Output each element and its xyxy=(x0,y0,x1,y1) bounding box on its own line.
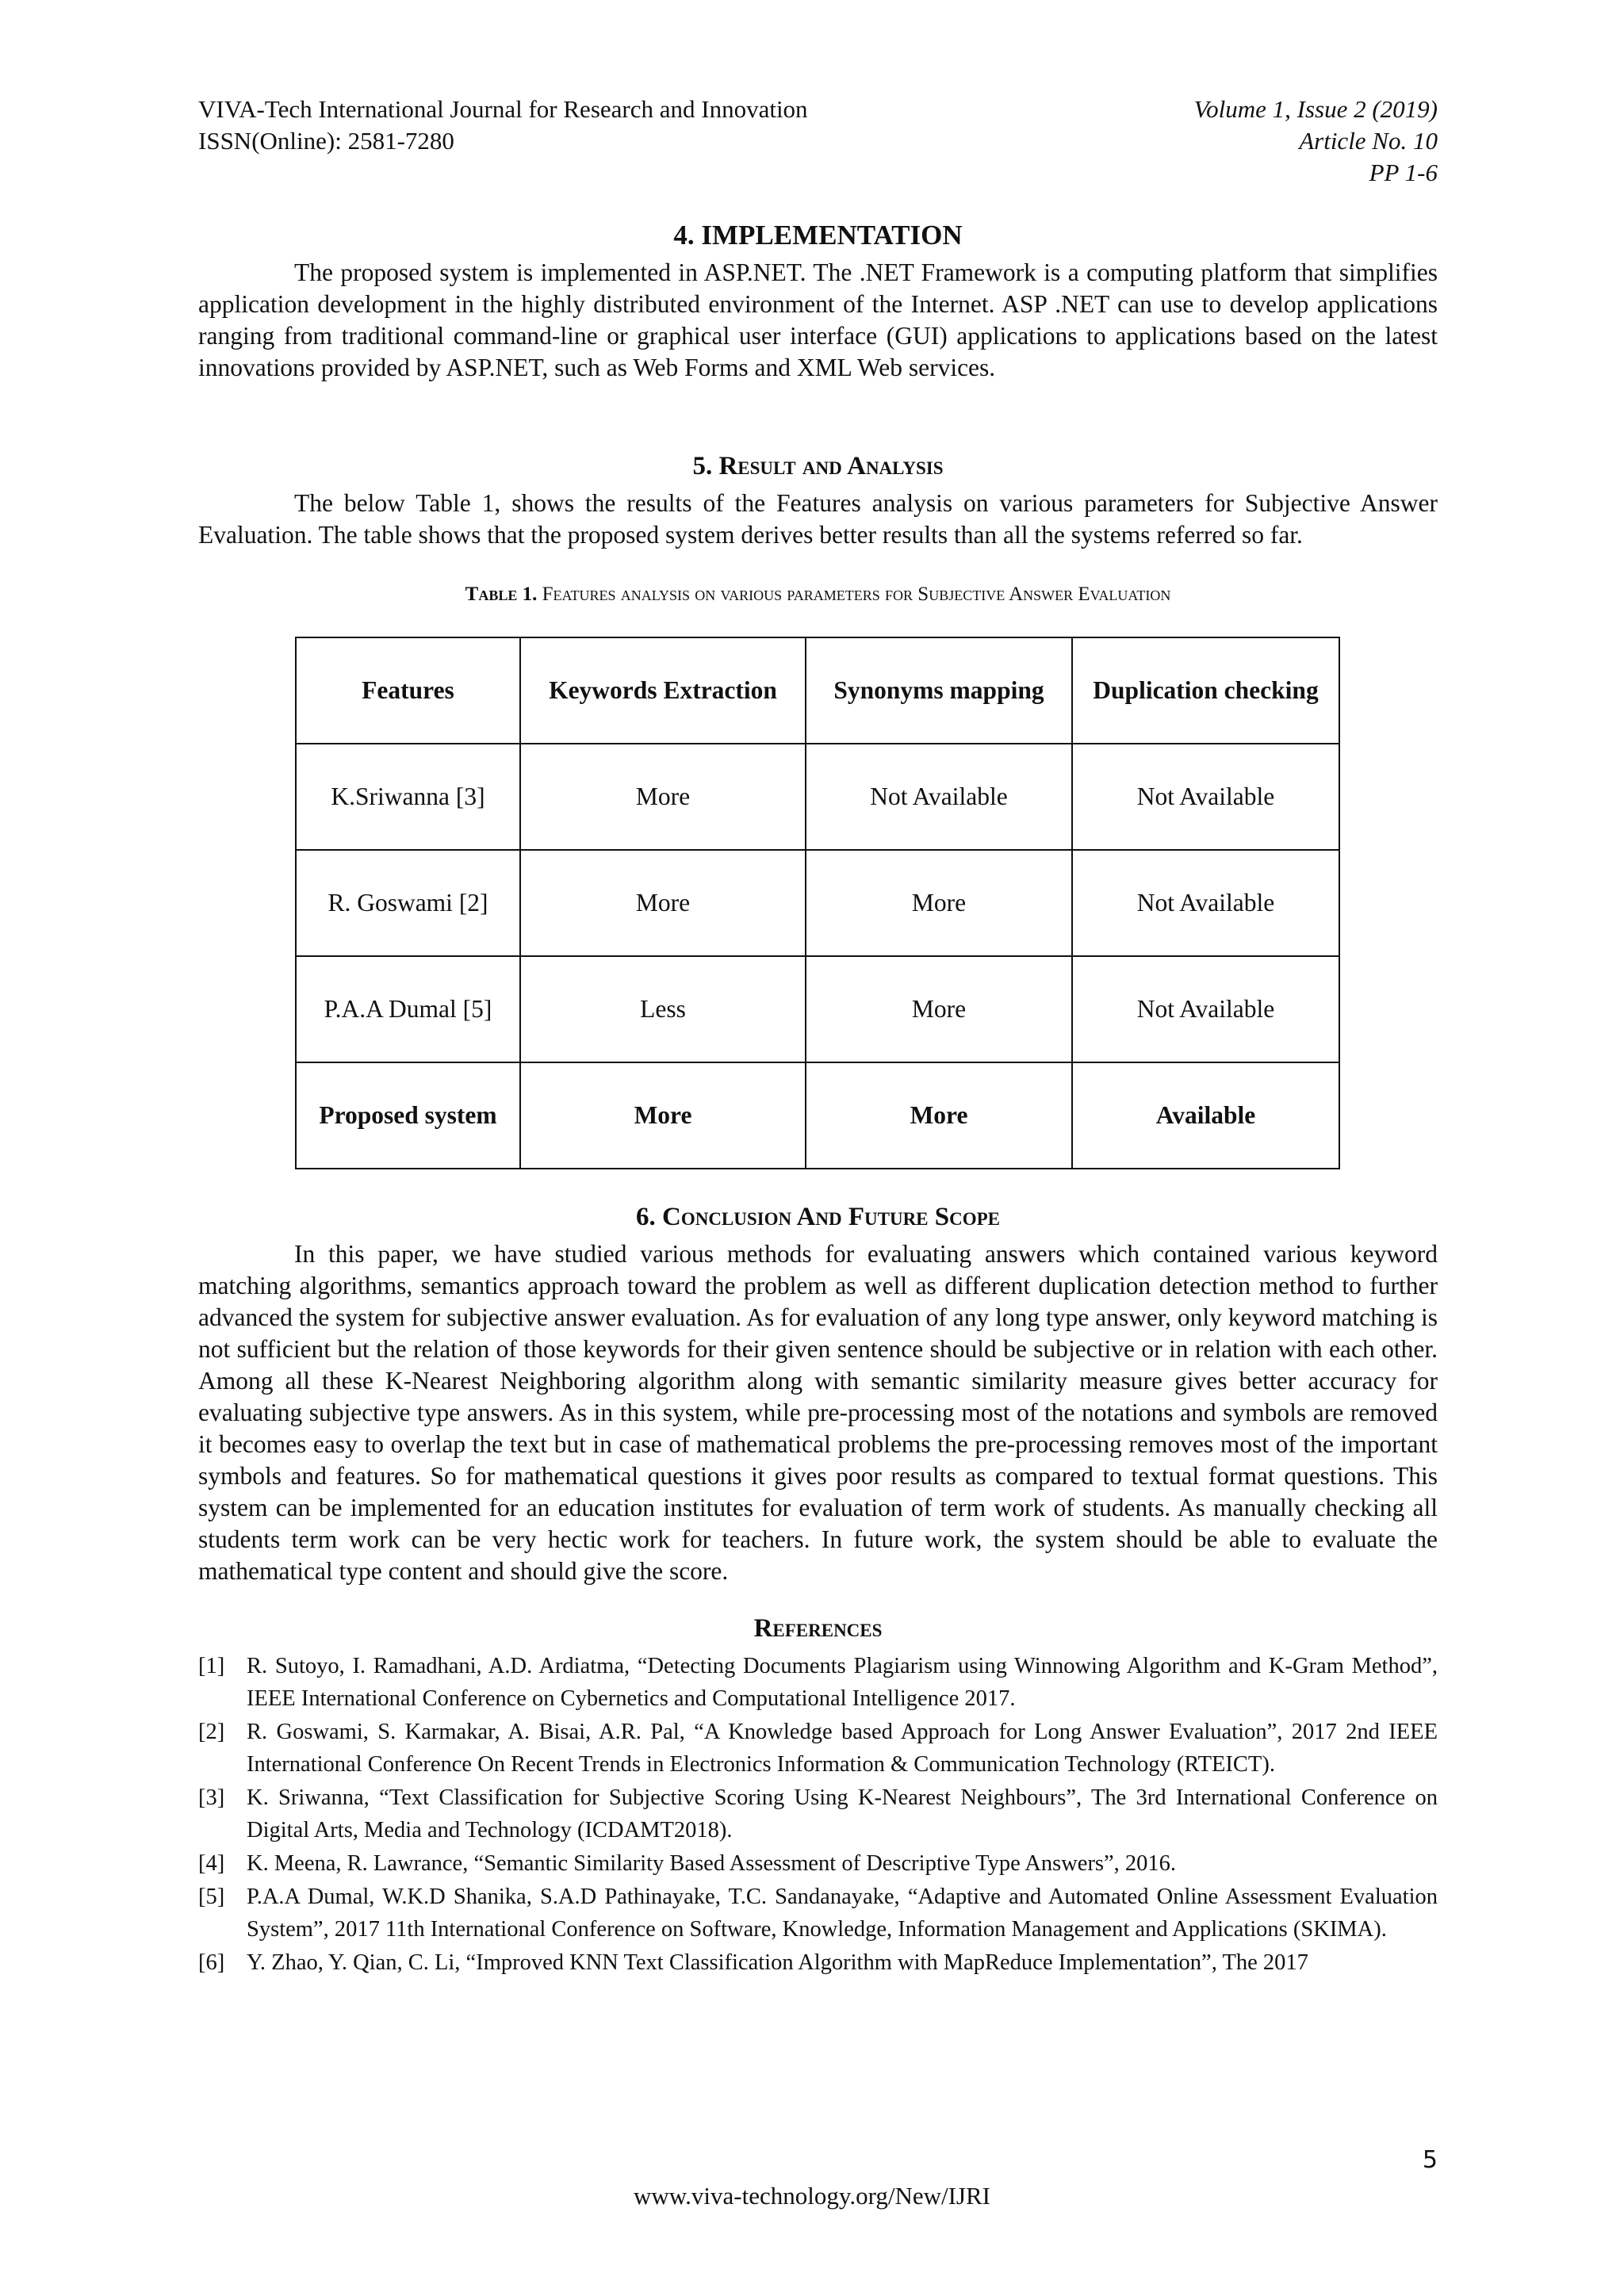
table-cell: K.Sriwanna [3] xyxy=(296,744,520,850)
table-caption-label: Table 1. xyxy=(465,584,538,605)
section-title-implementation: 4. IMPLEMENTATION xyxy=(673,220,963,251)
table-header-cell: Keywords Extraction xyxy=(520,637,806,744)
reference-number: [4] xyxy=(198,1851,225,1876)
journal-name: VIVA-Tech International Journal for Research and Innovation xyxy=(198,95,808,123)
reference-text: R. Goswami, S. Karmakar, A. Bisai, A.R. Pal, “A Knowledge based Approach for Long Answer Evaluation”, 2017 2nd IEEE International Conference On Recent Trends in Electronics Information & Communication Technology (RTEICT). xyxy=(247,1720,1438,1777)
main-content xyxy=(198,218,1438,1980)
table-row-proposed xyxy=(296,1062,1339,1169)
table-row xyxy=(296,744,1339,850)
header-left xyxy=(198,94,808,157)
reference-item xyxy=(198,1847,1438,1880)
reference-item xyxy=(198,1881,1438,1946)
table-cell: More xyxy=(806,1062,1072,1169)
table-row xyxy=(296,850,1339,956)
issn: ISSN(Online): 2581-7280 xyxy=(198,127,454,155)
reference-number: [3] xyxy=(198,1785,225,1810)
table-header-cell: Duplication checking xyxy=(1072,637,1339,744)
table-row xyxy=(296,956,1339,1062)
reference-text: P.A.A Dumal, W.K.D Shanika, S.A.D Pathinayake, T.C. Sandanayake, “Adaptive and Automated Online Assessment Evaluation System”, 2017 11th International Conference on Software, Knowledge, Information Management and Applications (SKIMA). xyxy=(247,1885,1438,1942)
table-cell: R. Goswami [2] xyxy=(296,850,520,956)
table-cell: P.A.A Dumal [5] xyxy=(296,956,520,1062)
reference-item xyxy=(198,1716,1438,1781)
volume-issue: Volume 1, Issue 2 (2019) xyxy=(1193,95,1438,123)
reference-number: [2] xyxy=(198,1720,225,1744)
reference-number: [5] xyxy=(198,1885,225,1909)
implementation-paragraph: The proposed system is implemented in ASP.NET. The .NET Framework is a computing platform that simplifies application development in the highly distributed environment of the Internet. ASP .NET can use to develop applications ranging from traditional command-line or graphical user interface (GUI) applications to applications based on the latest innovations provided by ASP.NET, such as Web Forms and XML Web services. xyxy=(198,258,1438,381)
table-cell: Not Available xyxy=(806,744,1072,850)
reference-item xyxy=(198,1650,1438,1715)
reference-item xyxy=(198,1781,1438,1846)
header-right xyxy=(1194,94,1438,189)
table-cell: Available xyxy=(1072,1062,1339,1169)
table-cell: More xyxy=(520,1062,806,1169)
table-cell: More xyxy=(806,956,1072,1062)
section-title-conclusion: 6. Conclusion And Future Scope xyxy=(635,1203,1001,1231)
reference-item xyxy=(198,1946,1438,1979)
table-caption xyxy=(198,583,1438,607)
reference-text: R. Sutoyo, I. Ramadhani, A.D. Ardiatma, “Detecting Documents Plagiarism using Winnowing Algorithm and K-Gram Method”, IEEE International Conference on Cybernetics and Computational Intelligence 2017. xyxy=(247,1654,1438,1711)
article-number: Article No. 10 xyxy=(1299,127,1438,155)
page-range: PP 1-6 xyxy=(1369,159,1438,186)
table-cell: Proposed system xyxy=(296,1062,520,1169)
table-cell: Not Available xyxy=(1072,850,1339,956)
section-title-result: 5. Result and Analysis xyxy=(692,452,944,480)
reference-number: [1] xyxy=(198,1654,225,1678)
table-header-cell: Synonyms mapping xyxy=(806,637,1072,744)
features-table xyxy=(295,637,1340,1169)
reference-list xyxy=(198,1650,1438,1979)
table-header-cell: Features xyxy=(296,637,520,744)
table-cell: Less xyxy=(520,956,806,1062)
reference-text: K. Sriwanna, “Text Classification for Subjective Scoring Using K-Nearest Neighbours”, The 3rd International Conference on Digital Arts, Media and Technology (ICDAMT2018). xyxy=(247,1785,1438,1843)
table-cell: More xyxy=(806,850,1072,956)
table-caption-text: Features analysis on various parameters for Subjective Answer Evaluation xyxy=(542,584,1171,605)
reference-number: [6] xyxy=(198,1950,225,1975)
footer-url: www.viva-technology.org/New/IJRI xyxy=(634,2182,990,2210)
table-cell: Not Available xyxy=(1072,956,1339,1062)
table-header-row xyxy=(296,637,1339,744)
table-cell: More xyxy=(520,744,806,850)
table-cell: More xyxy=(520,850,806,956)
reference-text: Y. Zhao, Y. Qian, C. Li, “Improved KNN Text Classification Algorithm with MapReduce Implementation”, The 2017 xyxy=(247,1950,1308,1975)
reference-text: K. Meena, R. Lawrance, “Semantic Similarity Based Assessment of Descriptive Type Answers”, 2016. xyxy=(247,1851,1177,1876)
result-paragraph: The below Table 1, shows the results of the Features analysis on various parameters for Subjective Answer Evaluation. The table shows that the proposed system derives better results than all the systems referred so far. xyxy=(198,489,1438,549)
page-number: 5 xyxy=(1422,2146,1438,2174)
table-cell: Not Available xyxy=(1072,744,1339,850)
section-title-references: References xyxy=(753,1614,883,1643)
conclusion-paragraph: In this paper, we have studied various methods for evaluating answers which contained various keyword matching algorithms, semantics approach toward the problem as well as different duplication detection method to further advanced the system for subjective answer evaluation. As for evaluation of any long type answer, only keyword matching is not sufficient but the relation of those keywords for their given sentence should be subjective or in relation with each other. Among all these K-Nearest Neighboring algorithm along with semantic similarity measure gives better accuracy for evaluating subjective type answers. As in this system, while pre-processing most of the notations and symbols are removed it becomes easy to overlap the text but in case of mathematical problems the pre-processing removes most of the important symbols and features. So for mathematical questions it gives poor results as compared to textual format questions. This system can be implemented for an education institutes for evaluation of term work of students. As manually checking all students term work can be very hectic work for teachers. In future work, the system should be able to evaluate the mathematical type content and should give the score. xyxy=(198,1240,1438,1585)
